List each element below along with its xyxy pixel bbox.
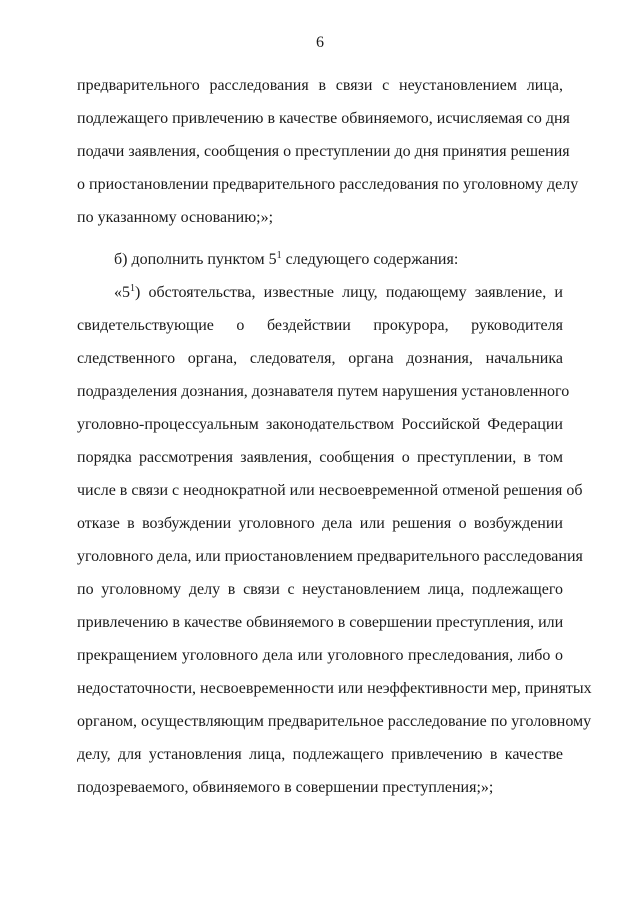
paragraph-item-5-1: [77, 276, 592, 804]
text-line: подлежащего привлечению в качестве обвиняемого, исчисляемая со дня: [77, 110, 570, 127]
text-line: предварительного расследования в связи с неустановлением лица,: [77, 77, 563, 94]
page-number: 6: [316, 34, 324, 51]
text-line: порядка рассмотрения заявления, сообщения о преступлении, в том: [77, 449, 563, 466]
text-line: числе в связи с неоднократной или несвоевременной отменой решения об: [77, 482, 583, 499]
text-fragment: б) дополнить пунктом 5: [114, 251, 277, 268]
superscript: 1: [276, 250, 282, 261]
text-line: прекращением уголовного дела или уголовного преследования, либо о: [77, 647, 563, 664]
text-line: делу, для установления лица, подлежащего привлечению в качестве: [77, 746, 563, 763]
superscript: 1: [130, 283, 135, 294]
text-line: привлечению в качестве обвиняемого в совершении преступления, или: [77, 614, 564, 631]
text-line: отказе в возбуждении уголовного дела или решения о возбуждении: [77, 515, 563, 532]
text-line: свидетельствующие о бездействии прокурора, руководителя: [77, 317, 563, 334]
text-line: следственного органа, следователя, органа дознания, начальника: [77, 350, 563, 367]
text-line: по уголовному делу в связи с неустановлением лица, подлежащего: [77, 581, 563, 598]
text-fragment: следующего содержания:: [281, 251, 459, 268]
text-line: подачи заявления, сообщения о преступлении до дня принятия решения: [77, 143, 570, 160]
text-line: подразделения дознания, дознавателя путем нарушения установленного: [77, 383, 570, 400]
text-fragment: ) обстоятельства, известные лицу, подающему заявление, и: [135, 284, 563, 301]
paragraph-amendment-b: [77, 243, 563, 276]
text-fragment: «5: [114, 284, 130, 301]
text-line: [77, 276, 563, 309]
text-line: уголовного дела, или приостановлением предварительного расследования: [77, 548, 583, 565]
text-line: о приостановлении предварительного расследования по уголовному делу: [77, 176, 579, 193]
text-line: органом, осуществляющим предварительное расследование по уголовному: [77, 713, 592, 730]
text-line: уголовно-процессуальным законодательством Российской Федерации: [77, 416, 563, 433]
text-line: недостаточности, несвоевременности или неэффективности мер, принятых: [77, 680, 592, 697]
text-line: подозреваемого, обвиняемого в совершении преступления;»;: [77, 779, 494, 796]
text-line: [77, 243, 563, 276]
text-line: по указанному основанию;»;: [77, 209, 274, 226]
paragraph-continuation: [77, 69, 579, 234]
